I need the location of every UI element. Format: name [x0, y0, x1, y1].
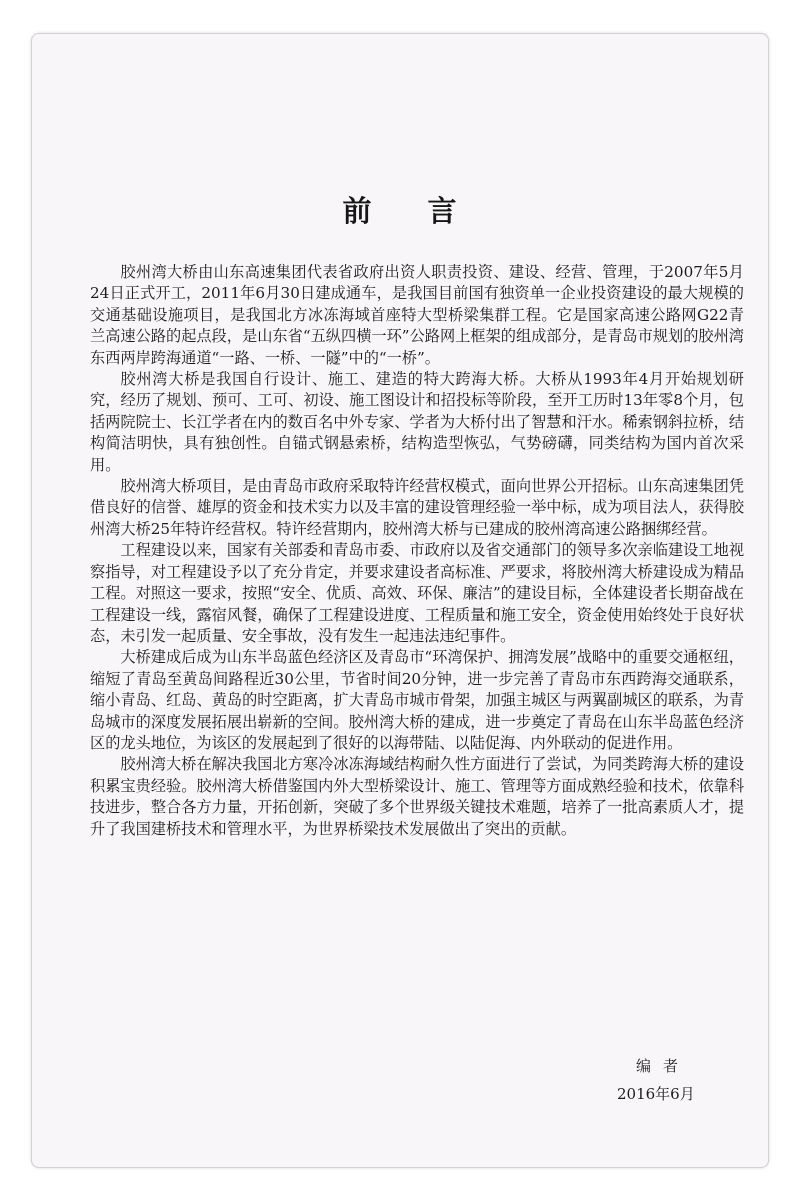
paragraph: 胶州湾大桥是我国自行设计、施工、建造的特大跨海大桥。大桥从1993年4月开始规划研究，经历了规划、预可、工可、初设、施工图设计和招投标等阶段，至开工历时13年零8个月，包括两院院士、长江学者在内的数百名中外专家、学者为大桥付出了智慧和汗水。稀索钢斜拉桥，结构简洁明快，具有独创性。自锚式钢悬索桥，结构造型恢弘，气势磅礴，同类结构为国内首次采用。: [90, 370, 744, 474]
paragraph: 胶州湾大桥在解决我国北方寒冷冰冻海域结构耐久性方面进行了尝试，为同类跨海大桥的建设积累宝贵经验。胶州湾大桥借鉴国内外大型桥梁设计、施工、管理等方面成熟经验和技术，依靠科技进步，整合各方力量，开拓创新，突破了多个世界级关键技术难题，培养了一批高素质人才，提升了我国建桥技术和管理水平，为世界桥梁技术发展做出了突出的贡献。: [90, 755, 744, 838]
preface-body: [90, 262, 744, 840]
paragraph: 工程建设以来，国家有关部委和青岛市委、市政府以及省交通部门的领导多次亲临建设工地视察指导，对工程建设予以了充分肯定，并要求建设者高标准、严要求，将胶州湾大桥建设成为精品工程。对照这一要求，按照“安全、优质、高效、环保、廉洁”的建设目标，全体建设者长期奋战在工程建设一线，露宿风餐，确保了工程建设进度、工程质量和施工安全，资金使用始终处于良好状态，未引发一起质量、安全事故，没有发生一起违法违纪事件。: [90, 541, 744, 645]
paragraph: 胶州湾大桥项目，是由青岛市政府采取特许经营权模式，面向世界公开招标。山东高速集团凭借良好的信誉、雄厚的资金和技术实力以及丰富的建设管理经验一举中标，成为项目法人，获得胶州湾大桥25年特许经营权。特许经营期内，胶州湾大桥与已建成的胶州湾高速公路捆绑经营。: [90, 477, 744, 538]
page-title: [32, 189, 768, 230]
book-page: [31, 33, 769, 1168]
signature-date: 2016年6月: [617, 1085, 695, 1103]
paragraph: 胶州湾大桥由山东高速集团代表省政府出资人职责投资、建设、经营、管理，于2007年5月24日正式开工，2011年6月30日建成通车，是我国目前国有独资单一企业投资建设的最大规模的交通基础设施项目，是我国北方冰冻海域首座特大型桥梁集群工程。它是国家高速公路网G22青兰高速公路的起点段，是山东省“五纵四横一环”公路网上框架的组成部分，是青岛市规划的胶州湾东西两岸跨海通道“一路、一桥、一隧”中的“一桥”。: [90, 263, 744, 367]
editor-signature: 编者: [636, 1057, 691, 1075]
title-char-2: 言: [427, 194, 458, 228]
title-char-1: 前: [342, 194, 373, 228]
paragraph: 大桥建成后成为山东半岛蓝色经济区及青岛市“环湾保护、拥湾发展”战略中的重要交通枢纽，缩短了青岛至黄岛间路程近30公里，节省时间20分钟，进一步完善了青岛市东西跨海交通联系，缩小青岛、红岛、黄岛的时空距离，扩大青岛市城市骨架，加强主城区与两翼副城区的联系，为青岛城市的深度发展拓展出崭新的空间。胶州湾大桥的建成，进一步奠定了青岛在山东半岛蓝色经济区的龙头地位，为该区的发展起到了很好的以海带陆、以陆促海、内外联动的促进作用。: [90, 648, 744, 752]
